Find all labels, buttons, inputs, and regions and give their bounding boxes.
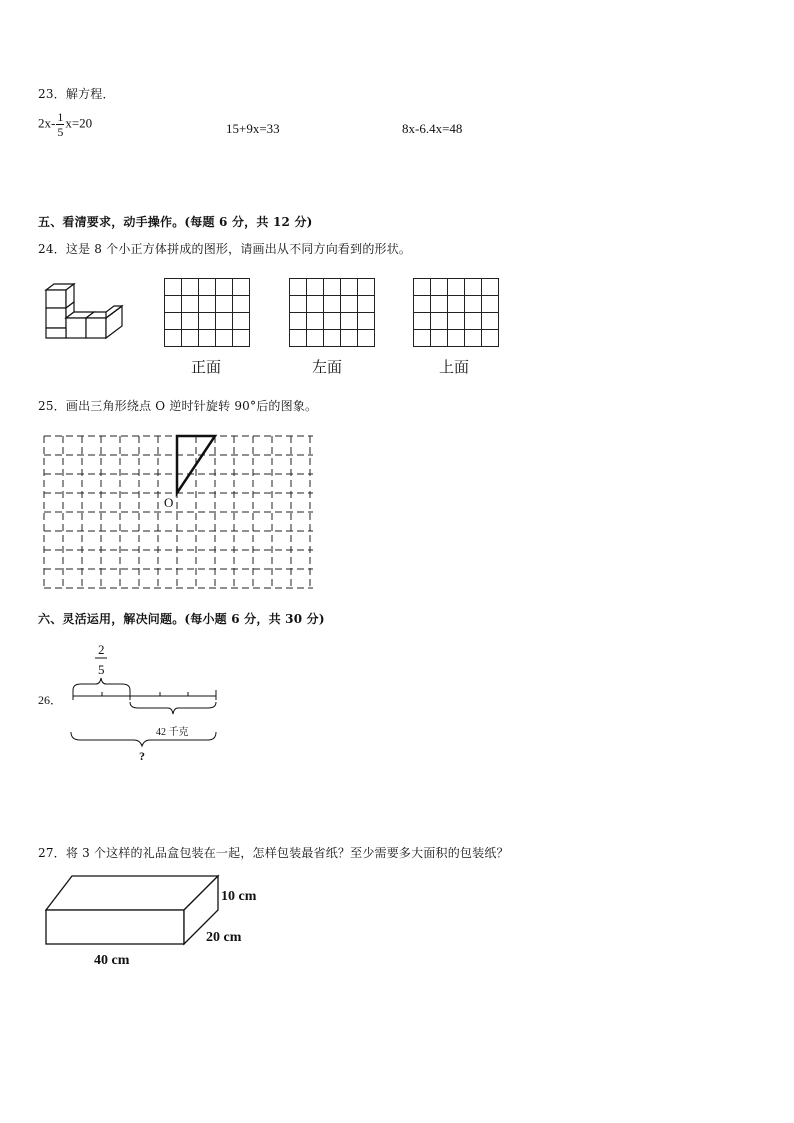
q24-text: 24．这是 8 个小正方体拼成的图形，请画出从不同方向看到的形状。 (38, 242, 412, 256)
eq1-left: 2x- (38, 115, 56, 131)
eq1-numerator: 1 (57, 110, 64, 124)
q26-line-diagram (36, 640, 236, 764)
eq1-denominator: 5 (57, 125, 64, 139)
q26-frac-num: 2 (98, 642, 105, 657)
q26-number: 26． (38, 693, 63, 707)
point-o-label: O (164, 495, 174, 510)
q26-frac-den: 5 (98, 662, 105, 677)
q23-equation-1 (38, 110, 92, 139)
rotation-grid[interactable] (40, 432, 318, 592)
dim-height: 10 cm (221, 889, 257, 904)
section5-heading: 五、看清要求，动手操作。(每题 6 分，共 12 分) (38, 215, 313, 229)
q23-title: 23．解方程． (38, 87, 115, 101)
caption-front: 正面 (191, 358, 222, 376)
eq1-right: x=20 (65, 115, 93, 131)
q27-text: 27．将 3 个这样的礼品盒包装在一起，怎样包装最省纸？至少需要多大面积的包装纸？ (38, 846, 509, 860)
q26-unknown-label: ? (139, 749, 145, 763)
q23-equation-2: 15+9x=33 (226, 121, 280, 136)
grid-left-view[interactable] (289, 278, 375, 347)
caption-left: 左面 (312, 358, 343, 376)
q23-equation-3: 8x-6.4x=48 (402, 121, 463, 136)
q25-text: 25．画出三角形绕点 O 逆时针旋转 90°后的图象。 (38, 399, 318, 413)
cube-stack-figure (42, 280, 124, 342)
gift-box-figure (40, 872, 280, 972)
grid-front-view[interactable] (164, 278, 250, 347)
dim-width: 20 cm (206, 930, 242, 945)
section6-heading: 六、灵活运用，解决问题。(每小题 6 分，共 30 分) (38, 612, 325, 626)
eq1-fraction (56, 110, 64, 139)
grid-top-view[interactable] (413, 278, 499, 347)
dim-length: 40 cm (94, 953, 130, 968)
caption-top: 上面 (439, 358, 470, 376)
q26-amount-label: 42 千克 (156, 727, 189, 738)
